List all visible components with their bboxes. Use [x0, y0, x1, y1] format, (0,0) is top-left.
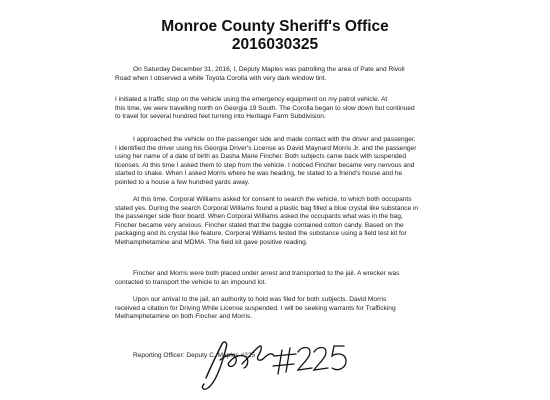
paragraph-traffic-stop	[115, 96, 495, 122]
paragraph-contact	[115, 136, 495, 188]
paragraph-line: Fincher became very anxious. Fincher stated that the baggie contained cotton candy. Based on the	[115, 221, 404, 229]
paragraph-line: this time, we were travelling north on Georgia 19 South. The Corolla began to slow down but continued	[115, 104, 415, 112]
paragraph-line: Methamphetamine and MDMA. The field kit gave positive reading.	[115, 238, 308, 246]
reporting-officer-label: Reporting Officer: Deputy C. Maples #225	[133, 352, 256, 359]
paragraph-line: Fincher and Morris were both placed under arrest and transported to the jail. A wrecker was	[133, 270, 400, 277]
report-header	[0, 18, 550, 54]
paragraph-line: I approached the vehicle on the passenger side and made contact with the driver and passenger.	[133, 136, 416, 143]
paragraph-line: On Saturday December 31, 2016, I, Deputy Maples was patrolling the area of Pate and Rivoli	[133, 66, 405, 73]
office-title: Monroe County Sheriff's Office	[161, 18, 389, 35]
paragraph-line: Road when I observed a white Toyota Corolla with very dark window tint.	[115, 74, 327, 82]
paragraph-line: Methamphetamine on both Fincher and Morris.	[115, 313, 253, 321]
paragraph-jail	[115, 296, 495, 322]
paragraph-line: I identified the driver using his Georgia Driver's License as David Maynard Morris Jr. and the passenger	[115, 144, 417, 152]
paragraph-arrest	[115, 270, 495, 287]
handwritten-signature	[198, 334, 358, 394]
paragraph-line: licenses. At this time I asked them to step from the vehicle. I noticed Fincher became very nervous and	[115, 161, 415, 169]
paragraph-patrol	[115, 66, 495, 83]
paragraph-line: stated yes. During the search Corporal Williams found a plastic bag filled a blue crystal like substance in	[115, 204, 419, 212]
case-number: 2016030325	[231, 36, 319, 53]
paragraph-search	[115, 196, 495, 248]
paragraph-line: I initiated a traffic stop on the vehicle using the emergency equipment on my patrol vehicle. At	[115, 96, 388, 103]
paragraph-line: received a citation for Driving While License suspended. I will be seeking warrants for Trafficking	[115, 304, 396, 312]
paragraph-line: to travel for several hundred feet turning into Heritage Farm Subdivision.	[115, 113, 326, 121]
paragraph-line: pointed to a house a few hundred yards away.	[115, 178, 250, 186]
paragraph-line: At this time, Corporal Williams asked for consent to search the vehicle, to which both occupants	[133, 196, 412, 203]
paragraph-line: using her name of a date of birth as Dasha Marie Fincher. Both subjects came back with suspended	[115, 153, 407, 161]
paragraph-line: the passenger side floor board. When Corporal Williams asked the occupants what was in the bag,	[115, 213, 403, 221]
paragraph-line: started to shake. When I asked Morris where he was heading, he stated to a friend's house and he	[115, 170, 403, 178]
paragraph-line: contacted to transport the vehicle to an impound lot.	[115, 278, 267, 286]
paragraph-line: packaging and its crystal like feature, Corporal Williams tested the substance using a field test kit for	[115, 230, 407, 238]
paragraph-line: Upon our arrival to the jail, an authority to hold was filed for both subjects. David Morris	[133, 296, 387, 303]
